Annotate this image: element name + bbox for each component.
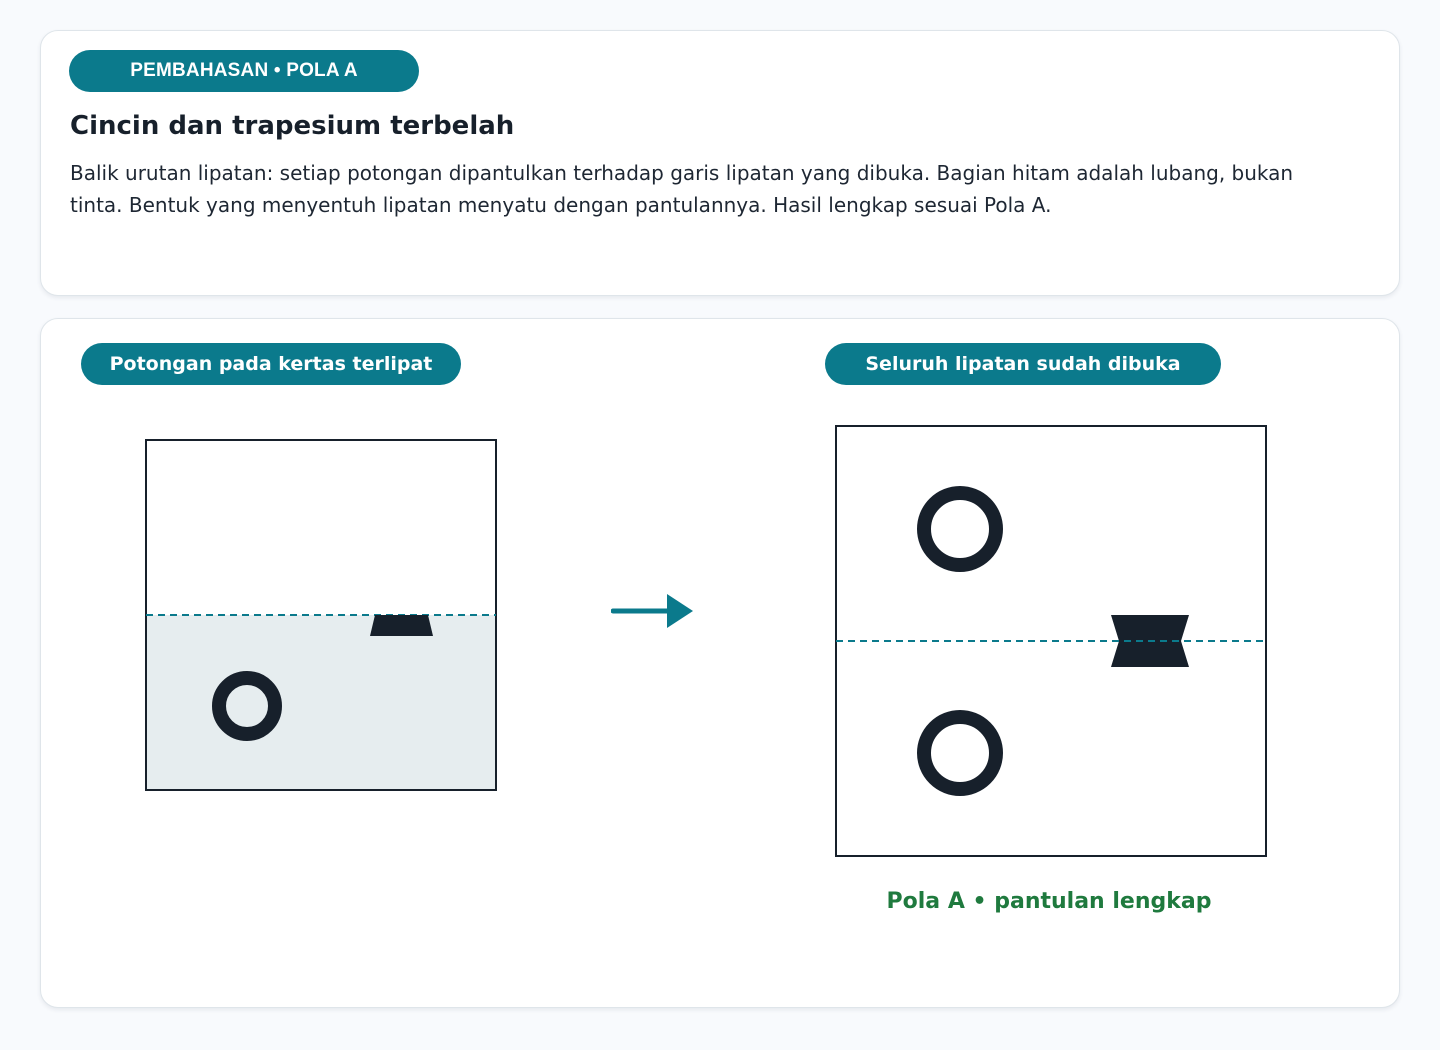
folded-panel-label: Potongan pada kertas terlipat [81, 343, 461, 385]
page-title: Cincin dan trapesium terbelah [70, 111, 515, 141]
unfolded-paper-diagram [835, 425, 1267, 857]
explanation-text: Balik urutan lipatan: setiap potongan dipantulkan terhadap garis lipatan yang dibuka. Bagian hitam adalah lubang, bukan tinta. Bentuk yang menyentuh lipatan menyatu dengan pantulannya. Hasil lengkap sesuai Pola A. [70, 161, 1294, 217]
result-caption: Pola A • pantulan lengkap [886, 889, 1212, 914]
explanation-card [40, 30, 1400, 296]
folded-paper-layer [146, 615, 496, 790]
arrow-right-icon [611, 591, 695, 631]
unfolded-panel-label: Seluruh lipatan sudah dibuka [825, 343, 1221, 385]
trapezoid-cut-half [370, 615, 433, 636]
diagram-card [40, 318, 1400, 1008]
folded-paper-diagram [145, 439, 497, 791]
section-badge: PEMBAHASAN • POLA A [69, 50, 419, 92]
